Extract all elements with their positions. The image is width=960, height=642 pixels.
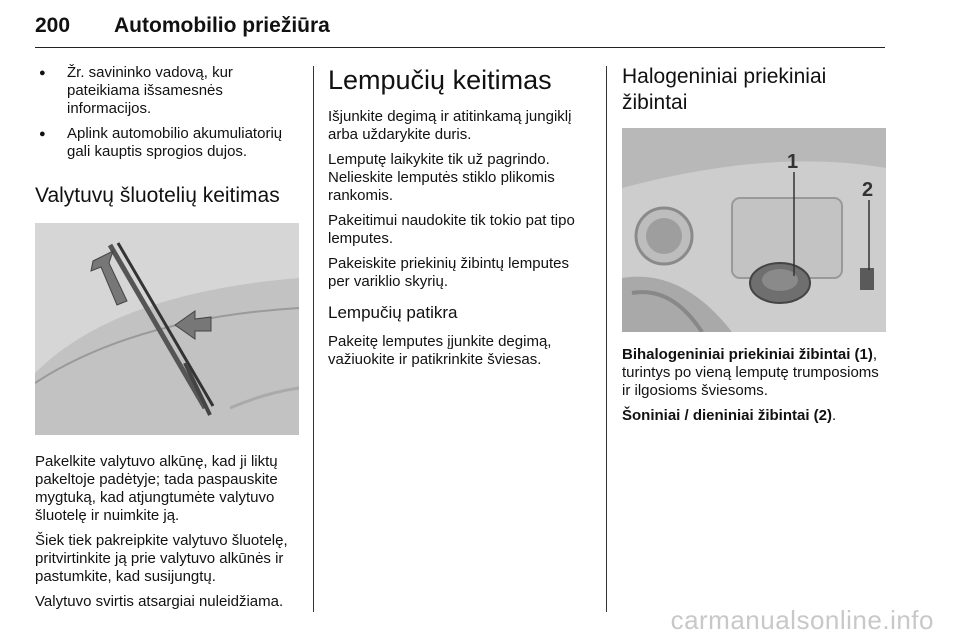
bullet-item: ● Aplink automobilio akumuliatorių gali kauptis sprogios dujos. [35,125,299,161]
paragraph: Lemputę laikykite tik už pagrindo. Nelieskite lemputės stiklo plikomis rankomis. [328,151,555,204]
figure-label-2: 2 [862,179,874,201]
caption-2-text: . [832,407,837,424]
figure-label-1: 1 [787,151,799,173]
page-header [35,14,885,50]
column-divider-2 [606,66,607,612]
column-1 [35,64,299,618]
paragraph: Pakeitimui naudokite tik tokio pat tipo lemputes. [328,212,575,247]
paragraph: Pakelkite valytuvo alkūnę, kad ji liktų pakeltoje padėtyje; tada paspauskite mygtuką, kad atjungtumėte valytuvo šluotelę ir nuimkite ją. [35,453,278,524]
paragraph: Šiek tiek pakreipkite valytuvo šluotelę, pritvirtinkite ją prie valytuvo alkūnės ir pastumkite, kad susijungtų. [35,532,288,585]
paragraph: Išjunkite degimą ir atitinkamą jungiklį arba uždarykite duris. [328,108,572,143]
wiper-section-title: Valytuvų šluotelių keitimas [35,184,280,207]
page-number: 200 [35,14,71,37]
caption-1-bold: Bihalogeniniai priekiniai žibintai (1) [622,346,873,363]
column-divider-1 [313,66,314,612]
paragraph: Valytuvo svirtis atsargiai nuleidžiama. [35,593,284,610]
paragraph: Pakeiskite priekinių žibintų lemputes per variklio skyrių. [328,255,569,290]
header-title: Automobilio priežiūra [114,14,330,37]
watermark: carmanualsonline.info [670,605,934,635]
column-2 [328,64,592,376]
caption-2-bold: Šoniniai / dieniniai žibintai (2) [622,407,833,424]
bulb-section-title: Lempučių keitimas [328,65,552,95]
caption-1-text: , turintys po vieną lemputę trumposioms ir ilgosioms šviesoms. [622,346,879,399]
headlight-illustration [622,128,886,332]
bullet-list [35,64,299,161]
paragraph: Pakeitę lemputes įjunkite degimą, važiuokite ir patikrinkite šviesas. [328,333,552,368]
header-rule [35,47,885,48]
column-3 [622,64,886,432]
halogen-section-title: Halogeniniai priekiniai žibintai [622,65,827,114]
bullet-item: ● Žr. savininko vadovą, kur pateikiama išsamesnės informacijos. [35,64,299,118]
wiper-illustration [35,223,299,435]
caption-1 [622,346,886,400]
caption-2 [622,407,886,425]
bulb-check-title: Lempučių patikra [328,303,458,322]
